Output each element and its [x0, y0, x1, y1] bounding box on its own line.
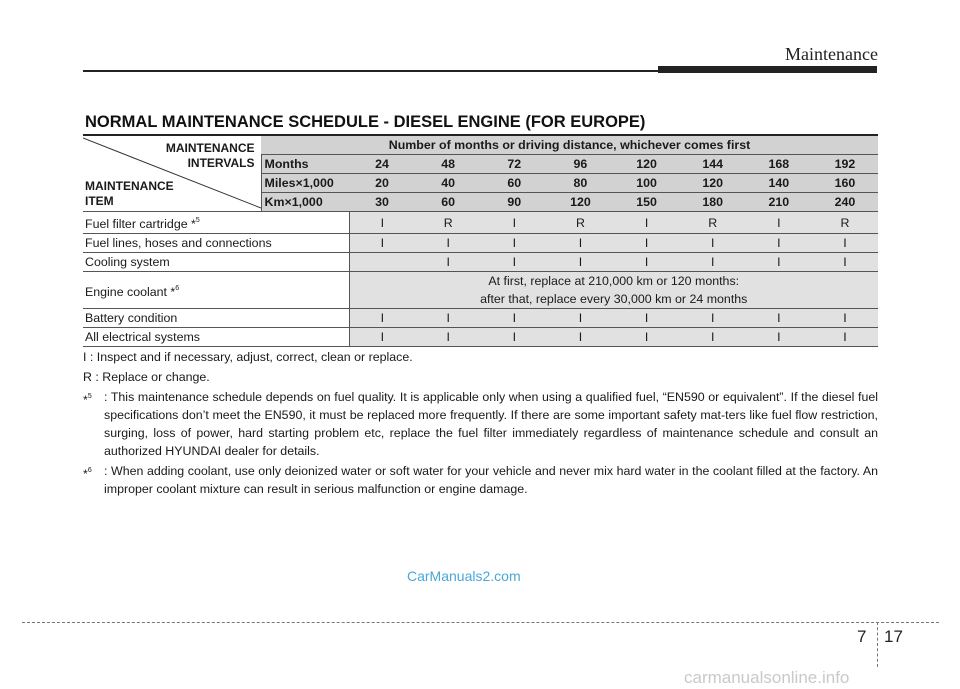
- table-row: [83, 328, 878, 347]
- item-value: R: [812, 212, 878, 234]
- interval-value: 240: [812, 193, 878, 212]
- chapter-number: 7: [857, 627, 867, 646]
- table-row: [83, 272, 878, 309]
- legend-inspect: I : Inspect and if necessary, adjust, correct, clean or replace.: [83, 350, 413, 364]
- item-value: [349, 253, 415, 272]
- coolant-line-2: after that, replace every 30,000 km or 24 months: [480, 292, 748, 306]
- item-value: R: [680, 212, 746, 234]
- footer-divider: [22, 622, 939, 623]
- interval-value: 60: [481, 174, 547, 193]
- table-row: [83, 212, 878, 234]
- item-value: I: [746, 234, 812, 253]
- item-value: I: [812, 328, 878, 347]
- item-value: I: [481, 253, 547, 272]
- interval-value: 60: [415, 193, 481, 212]
- interval-value: 150: [614, 193, 680, 212]
- item-name-text: Fuel filter cartridge *: [85, 217, 196, 231]
- item-name: [83, 212, 349, 234]
- interval-value: 90: [481, 193, 547, 212]
- item-value: I: [547, 328, 613, 347]
- header-rule-thick: [658, 66, 877, 73]
- footnote-ref: 6: [175, 284, 180, 292]
- item-value: I: [415, 253, 481, 272]
- footnote-num: 6: [87, 467, 92, 474]
- interval-value: 120: [547, 193, 613, 212]
- top-header: Number of months or driving distance, whichever comes first: [261, 135, 878, 155]
- item-value: I: [614, 234, 680, 253]
- interval-value: 168: [746, 155, 812, 174]
- footnote-marker: [83, 388, 104, 460]
- item-name: [83, 253, 349, 272]
- notes-section: [83, 348, 878, 498]
- item-name-text: Fuel lines, hoses and connections: [85, 236, 272, 250]
- table-row: [83, 309, 878, 328]
- item-value: I: [746, 309, 812, 328]
- item-value: I: [812, 234, 878, 253]
- interval-value: 48: [415, 155, 481, 174]
- interval-value: 96: [547, 155, 613, 174]
- interval-value: 40: [415, 174, 481, 193]
- item-value: I: [349, 234, 415, 253]
- interval-value: 24: [349, 155, 415, 174]
- footnote-marker: [83, 462, 104, 498]
- item-value: I: [614, 253, 680, 272]
- item-value: I: [614, 328, 680, 347]
- interval-value: 120: [680, 174, 746, 193]
- item-value: I: [349, 309, 415, 328]
- item-value: I: [812, 253, 878, 272]
- item-value: I: [680, 234, 746, 253]
- item-value: I: [614, 212, 680, 234]
- watermark-bottom: carmanualsonline.info: [684, 668, 850, 687]
- item-name: [83, 309, 349, 328]
- interval-value: 120: [614, 155, 680, 174]
- item-value: I: [547, 253, 613, 272]
- legend-replace: R : Replace or change.: [83, 370, 210, 384]
- item-value: I: [547, 309, 613, 328]
- item-value: I: [349, 212, 415, 234]
- table-row: [83, 234, 878, 253]
- interval-value: 80: [547, 174, 613, 193]
- maintenance-schedule-table: [83, 134, 878, 347]
- interval-value: 140: [746, 174, 812, 193]
- item-value: I: [680, 253, 746, 272]
- intervals-label: [166, 141, 255, 171]
- interval-label: Miles×1,000: [261, 174, 349, 193]
- footnote-ref: 5: [195, 217, 200, 224]
- footnote-text: : This maintenance schedule depends on fuel quality. It is applicable only when using a qualified fuel, “EN590 or equivalent”. If the diesel fuel specifications don’t meet the EN590, it must be replaced more frequently. If there are some important safety mat-ters like fuel flow restriction, surging, loss of power, hard starting problem etc, replace the fuel filter immediately regardless of maintenance schedule and consult an authorized HYUNDAI dealer for details.: [104, 390, 878, 458]
- item-value: I: [415, 309, 481, 328]
- item-value: I: [415, 234, 481, 253]
- page-number: 17: [884, 627, 903, 646]
- coolant-instructions: [349, 272, 878, 309]
- interval-value: 144: [680, 155, 746, 174]
- interval-label: Months: [261, 155, 349, 174]
- item-name: [83, 234, 349, 253]
- interval-value: 72: [481, 155, 547, 174]
- item-value: I: [812, 309, 878, 328]
- item-value: I: [746, 212, 812, 234]
- item-label-line: MAINTENANCE ITEM: [85, 179, 174, 208]
- interval-value: 100: [614, 174, 680, 193]
- header-rule: [83, 70, 658, 72]
- interval-value: 20: [349, 174, 415, 193]
- interval-value: 160: [812, 174, 878, 193]
- item-value: I: [680, 328, 746, 347]
- item-value: I: [547, 234, 613, 253]
- item-name: [83, 328, 349, 347]
- item-name-text: All electrical systems: [85, 330, 200, 344]
- coolant-line-1: At first, replace at 210,000 km or 120 months:: [488, 274, 740, 288]
- footnote-6: [83, 462, 878, 498]
- item-value: I: [415, 328, 481, 347]
- item-value: I: [614, 309, 680, 328]
- footnote-num: 5: [87, 393, 92, 400]
- intervals-label-line: MAINTENANCE INTERVALS: [165, 141, 255, 170]
- interval-value: 192: [812, 155, 878, 174]
- interval-label: Km×1,000: [261, 193, 349, 212]
- item-value: I: [481, 234, 547, 253]
- item-value: I: [349, 328, 415, 347]
- item-name: [83, 272, 349, 309]
- item-value: R: [547, 212, 613, 234]
- table-row: [83, 253, 878, 272]
- footnote-text: : When adding coolant, use only deionized water or soft water for your vehicle and never mix hard water in the coolant filled at the factory. An improper coolant mixture can result in serious malfunction or engine damage.: [104, 464, 878, 496]
- table-corner-header: [83, 135, 261, 212]
- item-value: I: [481, 212, 547, 234]
- item-value: I: [746, 253, 812, 272]
- section-title: Maintenance: [785, 44, 878, 64]
- page-number-divider: [877, 622, 878, 667]
- item-label: [85, 179, 174, 209]
- item-value: R: [415, 212, 481, 234]
- footnote-star: *: [83, 393, 88, 407]
- interval-value: 210: [746, 193, 812, 212]
- item-value: I: [680, 309, 746, 328]
- interval-value: 30: [349, 193, 415, 212]
- item-value: I: [481, 309, 547, 328]
- item-value: I: [746, 328, 812, 347]
- interval-value: 180: [680, 193, 746, 212]
- watermark-link[interactable]: CarManuals2.com: [407, 568, 521, 584]
- item-value: I: [481, 328, 547, 347]
- item-name-text: Battery condition: [85, 311, 178, 325]
- item-name-text: Cooling system: [85, 255, 170, 269]
- footnote-5: [83, 388, 878, 460]
- footnote-star: *: [83, 467, 88, 481]
- page-title: NORMAL MAINTENANCE SCHEDULE - DIESEL ENGINE (FOR EUROPE): [85, 113, 646, 131]
- item-name-text: Engine coolant *: [85, 284, 176, 299]
